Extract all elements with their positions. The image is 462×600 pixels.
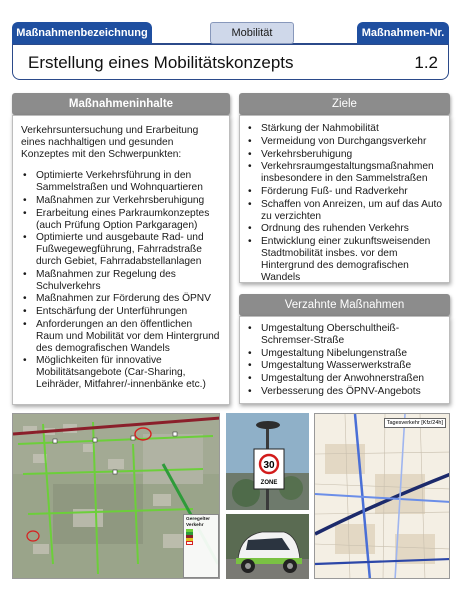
- list-item: • Entwicklung einer zukunftsweisenden Stadtmobilität insbes. vor dem Hintergrund des demografischen Wandels: [246, 236, 443, 283]
- list-item: • Umgestaltung Nibelungenstraße: [246, 348, 443, 360]
- measure-number: 1.2: [414, 53, 438, 72]
- list-item: • Ordnung des ruhenden Verkehrs: [246, 223, 443, 235]
- list-item: • Maßnahmen zur Verkehrsberuhigung: [21, 195, 221, 207]
- linked-measures-list: [246, 323, 443, 398]
- list-item: • Förderung Fuß- und Radverkehr: [246, 186, 443, 198]
- car-photo-graphic: [226, 514, 309, 579]
- list-item: • Umgestaltung der Anwohnerstraßen: [246, 373, 443, 385]
- contents-list: [21, 170, 221, 390]
- map-caption: Tagesverkehr [Kfz/24h]: [384, 418, 446, 428]
- list-item: • Verkehrsberuhigung: [246, 149, 443, 161]
- measure-number-tab: Maßnahmen-Nr.: [357, 22, 449, 44]
- list-item: • Schaffen von Anreizen, um auf das Auto zu verzichten: [246, 199, 443, 223]
- linked-measures-panel: [239, 316, 450, 404]
- list-item: • Stärkung der Nahmobilität: [246, 123, 443, 135]
- list-item: • Optimierte Verkehrsführung in den Sammelstraßen und Wohnquartieren: [21, 170, 221, 194]
- list-item: • Vermeidung von Durchgangsverkehr: [246, 136, 443, 148]
- legend-row: [186, 541, 216, 545]
- list-item: • Maßnahmen zur Regelung des Schulverkehrs: [21, 269, 221, 293]
- list-item: • Umgestaltung Wasserwerkstraße: [246, 360, 443, 372]
- contents-intro: Verkehrsuntersuchung und Erarbeitung eines nachhaltigen und gesunden Konzeptes mit den Schwerpunkten:: [21, 125, 199, 160]
- page-title: Erstellung eines Mobilitätskonzepts: [28, 53, 294, 72]
- goals-list: [246, 123, 443, 283]
- contents-heading: Maßnahmeninhalte: [12, 93, 230, 115]
- list-item: • Verbesserung des ÖPNV-Angebots: [246, 386, 443, 398]
- traffic-volume-map: [314, 413, 450, 579]
- map-legend-title: Geregelter Verkehr: [186, 517, 210, 528]
- goals-heading: Ziele: [239, 93, 450, 115]
- linked-measures-heading: Verzahnte Maßnahmen: [239, 294, 450, 316]
- list-item: • Verkehrsraumgestaltungsmaßnahmen insbesondere in den Sammelstraßen: [246, 161, 443, 185]
- goals-panel: [239, 115, 450, 283]
- sign-photo-graphic: [226, 413, 309, 510]
- speed-zone-sign-photo: [226, 413, 309, 510]
- contents-panel: [12, 115, 230, 405]
- sign-speed-number: 30: [263, 460, 275, 471]
- category-tab: Mobilität: [210, 22, 294, 44]
- list-item: • Optimierte und ausgebaute Rad- und Fußwegewegführung, Fahrradstraße durch Gebiet, Fahrradabstellanlagen: [21, 232, 221, 267]
- list-item: • Umgestaltung Oberschultheiß-Schremser-Straße: [246, 323, 443, 347]
- map-legend: [183, 514, 219, 578]
- list-item: • Möglichkeiten für innovative Mobilitätsangebote (Car-Sharing, Leihräder, Mitfahrer/-innenbänke etc.): [21, 355, 221, 390]
- volume-map-graphic: [315, 414, 450, 579]
- list-item: • Anforderungen an den öffentlichen Raum und Mobilität vor dem Hintergrund des demografischen Wandels: [21, 319, 221, 354]
- list-item: • Erarbeitung eines Parkraumkonzeptes (auch Prüfung Option Parkgaragen): [21, 208, 221, 232]
- traffic-aerial-map: [12, 413, 220, 579]
- list-item: • Maßnahmen zur Förderung des ÖPNV: [21, 293, 221, 305]
- list-item: • Entschärfung der Unterführungen: [21, 306, 221, 318]
- electric-car-photo: [226, 514, 309, 579]
- sign-zone-text: ZONE: [260, 480, 278, 486]
- measure-label-tab: Maßnahmenbezeichnung: [12, 22, 152, 44]
